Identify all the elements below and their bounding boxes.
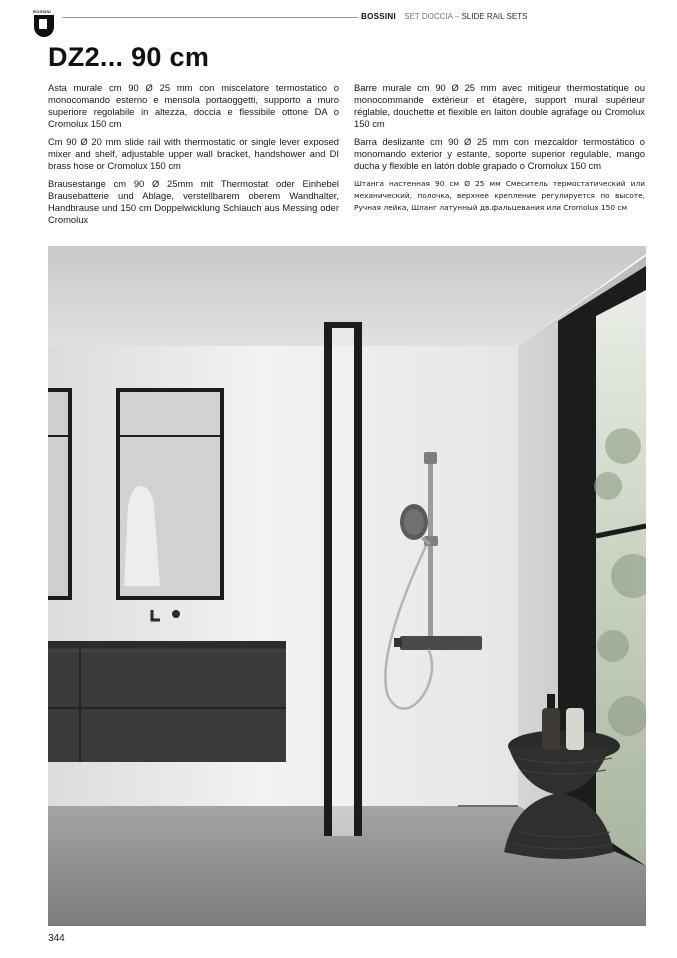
shower-screen-frame-right (354, 322, 362, 836)
soap-bottle-light (566, 708, 584, 750)
description-column-left (48, 82, 339, 232)
thermostatic-mixer-shelf (400, 636, 482, 650)
description-spanish: Barra deslizante cm 90 Ø 25 mm con mezcaldor termostático o monomando exterior y estante, soporte superior regulable, mango ducha y flexible en latón doble grapado o Cromolux 150 cm (354, 136, 645, 171)
slide-rail (428, 452, 433, 650)
faucet-handle (172, 610, 180, 618)
description-russian: Штанга настенная 90 см Ø 25 мм Смеситель термостатический или механический, полочка, верхнее крепление регулируется по высоте, Ручная лейка, Шланг латунный дв.фальцевания или Cromolux 150 см (354, 179, 645, 212)
rail-top-bracket (424, 452, 437, 464)
product-title: DZ2... 90 cm (48, 42, 210, 72)
bathroom-scene (48, 246, 646, 926)
page-header (361, 12, 527, 21)
description-italian: Asta murale cm 90 Ø 25 mm con miscelatore termostatico o monocomando esterno e mensola portaoggetti, supporto a muro superiore regolabile in altezza, doccia e flessibile ottone DA o Cromolux 150 cm (48, 82, 339, 129)
page-number: 344 (48, 933, 65, 944)
description-french: Barre murale cm 90 Ø 25 mm avec mitigeur thermostatique ou monocommande extérieur et étagère, support mural supérieur réglable, douchette et flexible en laiton double agrafage ou Cromolux 150 cm (354, 82, 645, 129)
vanity-top (48, 641, 286, 648)
header-divider (62, 17, 358, 18)
mixer-handle (394, 638, 402, 647)
brand-name: BOSSINI (361, 12, 396, 21)
shower-screen-frame-left (324, 322, 332, 836)
logo-text: BOSSINI (33, 9, 51, 14)
mirror-left-glass (48, 392, 68, 596)
soap-bottle-dark (542, 708, 560, 750)
product-photo (48, 246, 646, 926)
vanity-cabinet (48, 644, 286, 762)
logo-mark-icon (34, 15, 54, 37)
description-english: Cm 90 Ø 20 mm slide rail with thermostatic or single lever exposed mixer and shelf, adjustable upper wall bracket, handshower and DI brass hose or Cromolux 150 cm (48, 136, 339, 171)
section-separator: – (454, 12, 460, 21)
subsection-name: SLIDE RAIL SETS (461, 12, 528, 21)
description-column-right (354, 82, 645, 220)
description-german: Brausestange cm 90 Ø 25mm mit Thermostat oder Einhebel Brausebatterie und Ablage, verstellbarem oberem Wandhalter, Handbrause und 150 cm Doppelwicklung Schlauch aus Messing oder Cromolux (48, 178, 339, 225)
bossini-logo (33, 9, 59, 39)
section-name: SET DOCCIA (404, 12, 453, 21)
shower-screen-glass (332, 322, 354, 836)
